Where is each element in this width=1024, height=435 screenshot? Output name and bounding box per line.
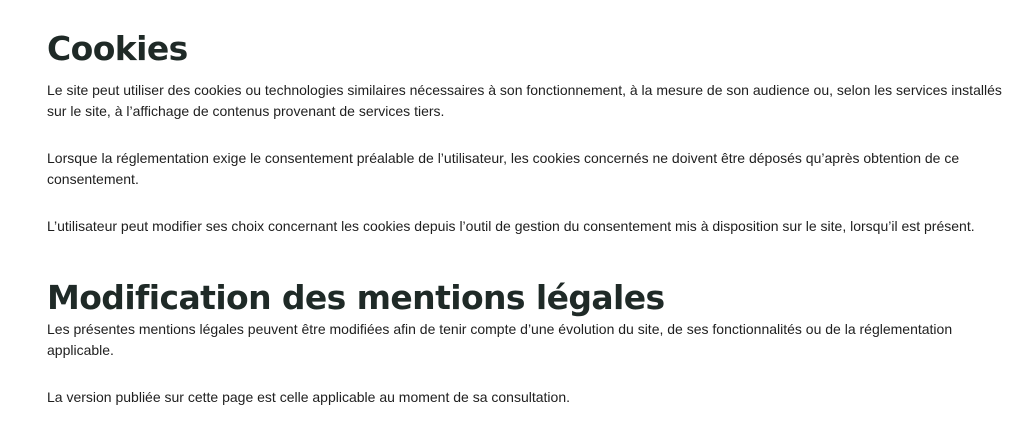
legal-content: [47, 28, 1012, 408]
cookies-heading: Cookies: [47, 29, 188, 68]
modification-paragraph-changes: Les présentes mentions légales peuvent être modifiées afin de tenir compte d’une évolution du site, de ses fonctionnalités ou de la réglementation applicable.: [47, 321, 953, 358]
cookies-section: [47, 28, 1012, 237]
cookies-paragraph-usage: Le site peut utiliser des cookies ou technologies similaires nécessaires à son fonctionnement, à la mesure de son audience ou, selon les services installés sur le site, à l’affichage de contenus provenant de services tiers.: [47, 82, 1002, 119]
modification-paragraph-version: La version publiée sur cette page est celle applicable au moment de sa consultation.: [47, 389, 570, 405]
modification-heading: Modification des mentions légales: [47, 278, 665, 317]
modification-section: [47, 277, 1012, 408]
cookies-paragraph-choices: L’utilisateur peut modifier ses choix concernant les cookies depuis l’outil de gestion du consentement mis à disposition sur le site, lorsqu’il est présent.: [47, 218, 975, 234]
cookies-paragraph-consent: Lorsque la réglementation exige le consentement préalable de l’utilisateur, les cookies concernés ne doivent être déposés qu’après obtention de ce consentement.: [47, 150, 960, 187]
